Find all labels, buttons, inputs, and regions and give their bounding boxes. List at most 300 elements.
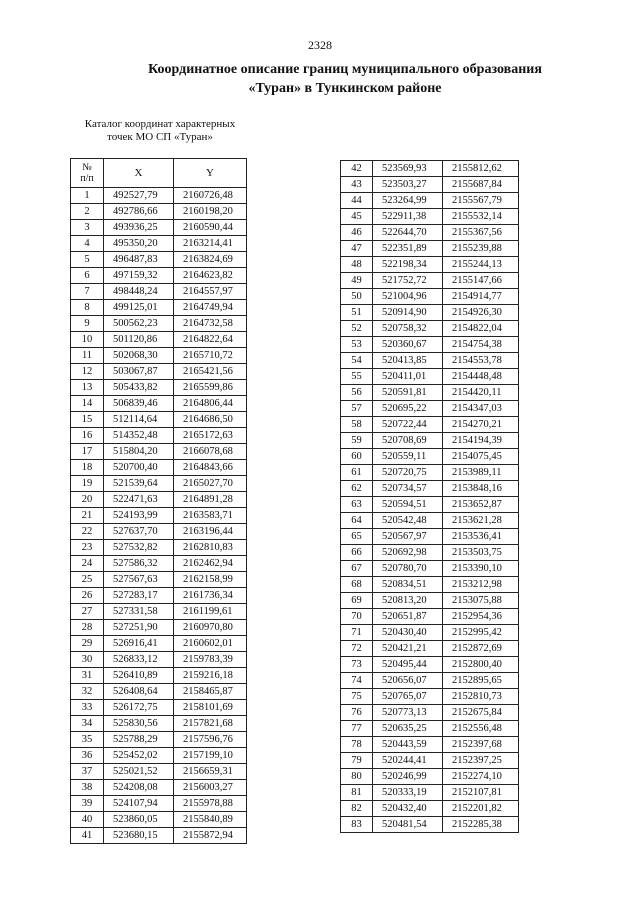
point-number-cell: 74	[341, 673, 373, 689]
table-row	[341, 689, 519, 705]
table-row	[71, 332, 247, 348]
x-coordinate-cell: 505433,82	[104, 380, 174, 396]
y-coordinate-cell: 2161199,61	[174, 604, 247, 620]
point-number-cell: 76	[341, 705, 373, 721]
y-coordinate-cell: 2165421,56	[174, 364, 247, 380]
table-row	[71, 812, 247, 828]
y-coordinate-cell: 2152954,36	[443, 609, 519, 625]
y-coordinate-cell: 2153621,28	[443, 513, 519, 529]
y-coordinate-cell: 2153536,41	[443, 529, 519, 545]
y-coordinate-cell: 2159216,18	[174, 668, 247, 684]
y-coordinate-cell: 2152274,10	[443, 769, 519, 785]
point-number-cell: 52	[341, 321, 373, 337]
table-row	[341, 673, 519, 689]
x-coordinate-cell: 520720,75	[373, 465, 443, 481]
table-row	[341, 545, 519, 561]
table-row	[71, 492, 247, 508]
table-row	[71, 540, 247, 556]
x-coordinate-cell: 520411,01	[373, 369, 443, 385]
table-row	[341, 817, 519, 833]
point-number-cell: 61	[341, 465, 373, 481]
y-coordinate-cell: 2154347,03	[443, 401, 519, 417]
y-coordinate-cell: 2153848,16	[443, 481, 519, 497]
x-coordinate-cell: 521752,72	[373, 273, 443, 289]
y-coordinate-cell: 2153212,98	[443, 577, 519, 593]
y-coordinate-cell: 2154075,45	[443, 449, 519, 465]
table-row	[341, 161, 519, 177]
point-number-cell: 45	[341, 209, 373, 225]
y-coordinate-cell: 2162810,83	[174, 540, 247, 556]
point-number-cell: 73	[341, 657, 373, 673]
table-row	[71, 764, 247, 780]
y-coordinate-cell: 2153652,87	[443, 497, 519, 513]
y-coordinate-cell: 2155687,84	[443, 177, 519, 193]
title-line-1: Координатное описание границ муниципального образования	[148, 62, 542, 77]
x-coordinate-cell: 496487,83	[104, 252, 174, 268]
table-row	[341, 705, 519, 721]
y-coordinate-cell: 2155532,14	[443, 209, 519, 225]
x-coordinate-cell: 520495,44	[373, 657, 443, 673]
x-coordinate-cell: 520708,69	[373, 433, 443, 449]
point-number-cell: 35	[71, 732, 104, 748]
table-row	[71, 300, 247, 316]
point-number-cell: 64	[341, 513, 373, 529]
table-row	[71, 348, 247, 364]
point-number-cell: 40	[71, 812, 104, 828]
table-row	[341, 785, 519, 801]
table-row	[71, 412, 247, 428]
y-coordinate-cell: 2154270,21	[443, 417, 519, 433]
x-coordinate-cell: 527637,70	[104, 524, 174, 540]
x-coordinate-cell: 514352,48	[104, 428, 174, 444]
y-coordinate-cell: 2164557,97	[174, 284, 247, 300]
y-coordinate-cell: 2164806,44	[174, 396, 247, 412]
x-coordinate-cell: 520773,13	[373, 705, 443, 721]
point-number-cell: 57	[341, 401, 373, 417]
point-number-cell: 37	[71, 764, 104, 780]
table-row	[71, 684, 247, 700]
point-number-cell: 36	[71, 748, 104, 764]
point-number-cell: 25	[71, 572, 104, 588]
x-coordinate-cell: 522644,70	[373, 225, 443, 241]
table-row	[341, 465, 519, 481]
y-coordinate-cell: 2165027,70	[174, 476, 247, 492]
point-number-cell: 10	[71, 332, 104, 348]
point-number-cell: 21	[71, 508, 104, 524]
point-number-cell: 46	[341, 225, 373, 241]
point-number-cell: 8	[71, 300, 104, 316]
point-number-cell: 49	[341, 273, 373, 289]
y-coordinate-cell: 2159783,39	[174, 652, 247, 668]
x-coordinate-cell: 520813,20	[373, 593, 443, 609]
table-row	[341, 449, 519, 465]
point-number-cell: 14	[71, 396, 104, 412]
x-coordinate-cell: 520432,40	[373, 801, 443, 817]
table-row	[71, 732, 247, 748]
x-coordinate-cell: 522198,34	[373, 257, 443, 273]
x-coordinate-cell: 520914,90	[373, 305, 443, 321]
x-coordinate-cell: 520481,54	[373, 817, 443, 833]
y-coordinate-cell: 2152995,42	[443, 625, 519, 641]
point-number-cell: 63	[341, 497, 373, 513]
table-row	[341, 721, 519, 737]
y-coordinate-cell: 2166078,68	[174, 444, 247, 460]
y-coordinate-cell: 2158465,87	[174, 684, 247, 700]
y-coordinate-cell: 2160970,80	[174, 620, 247, 636]
y-coordinate-cell: 2154553,78	[443, 353, 519, 369]
table-header-row	[71, 159, 247, 188]
point-number-cell: 31	[71, 668, 104, 684]
y-coordinate-cell: 2153075,88	[443, 593, 519, 609]
y-coordinate-cell: 2155367,56	[443, 225, 519, 241]
x-coordinate-cell: 522471,63	[104, 492, 174, 508]
table-row	[71, 476, 247, 492]
point-number-cell: 62	[341, 481, 373, 497]
y-coordinate-cell: 2158101,69	[174, 700, 247, 716]
point-number-cell: 66	[341, 545, 373, 561]
y-coordinate-cell: 2163583,71	[174, 508, 247, 524]
point-number-cell: 20	[71, 492, 104, 508]
point-number-cell: 16	[71, 428, 104, 444]
header-number-label: п/п	[80, 173, 94, 184]
point-number-cell: 60	[341, 449, 373, 465]
y-coordinate-cell: 2152285,38	[443, 817, 519, 833]
table-row	[341, 561, 519, 577]
y-coordinate-cell: 2162158,99	[174, 572, 247, 588]
y-coordinate-cell: 2152895,65	[443, 673, 519, 689]
y-coordinate-cell: 2155147,66	[443, 273, 519, 289]
x-coordinate-cell: 492786,66	[104, 204, 174, 220]
point-number-cell: 15	[71, 412, 104, 428]
y-coordinate-cell: 2154914,77	[443, 289, 519, 305]
x-coordinate-cell: 495350,20	[104, 236, 174, 252]
table-row	[71, 620, 247, 636]
y-coordinate-cell: 2155840,89	[174, 812, 247, 828]
coordinates-table-left	[70, 158, 247, 844]
caption-line-2: точек МО СП «Туран»	[107, 131, 213, 143]
table-row	[341, 289, 519, 305]
x-coordinate-cell: 526410,89	[104, 668, 174, 684]
x-coordinate-cell: 512114,64	[104, 412, 174, 428]
y-coordinate-cell: 2160726,48	[174, 188, 247, 204]
x-coordinate-cell: 499125,01	[104, 300, 174, 316]
table-row	[341, 225, 519, 241]
x-coordinate-cell: 523680,15	[104, 828, 174, 844]
point-number-cell: 54	[341, 353, 373, 369]
x-coordinate-cell: 520542,48	[373, 513, 443, 529]
point-number-cell: 43	[341, 177, 373, 193]
x-coordinate-cell: 525452,02	[104, 748, 174, 764]
table-row	[341, 641, 519, 657]
table-row	[71, 588, 247, 604]
y-coordinate-cell: 2153503,75	[443, 545, 519, 561]
table-row	[71, 364, 247, 380]
x-coordinate-cell: 498448,24	[104, 284, 174, 300]
table-row	[71, 252, 247, 268]
table-row	[71, 572, 247, 588]
point-number-cell: 82	[341, 801, 373, 817]
x-coordinate-cell: 524107,94	[104, 796, 174, 812]
y-coordinate-cell: 2157596,76	[174, 732, 247, 748]
y-coordinate-cell: 2155978,88	[174, 796, 247, 812]
x-coordinate-cell: 520333,19	[373, 785, 443, 801]
x-coordinate-cell: 526833,12	[104, 652, 174, 668]
x-coordinate-cell: 523503,27	[373, 177, 443, 193]
point-number-cell: 29	[71, 636, 104, 652]
x-coordinate-cell: 527331,58	[104, 604, 174, 620]
table-row	[341, 609, 519, 625]
y-coordinate-cell: 2153989,11	[443, 465, 519, 481]
y-coordinate-cell: 2155239,88	[443, 241, 519, 257]
x-coordinate-cell: 520421,21	[373, 641, 443, 657]
caption-line-1: Каталог координат характерных	[84, 118, 236, 130]
coordinates-table-right	[340, 160, 519, 833]
table-row	[71, 188, 247, 204]
table-row	[71, 428, 247, 444]
y-coordinate-cell: 2154926,30	[443, 305, 519, 321]
y-coordinate-cell: 2155244,13	[443, 257, 519, 273]
point-number-cell: 42	[341, 161, 373, 177]
point-number-cell: 12	[71, 364, 104, 380]
table-row	[71, 380, 247, 396]
table-row	[71, 284, 247, 300]
table-row	[341, 369, 519, 385]
point-number-cell: 13	[71, 380, 104, 396]
y-coordinate-cell: 2160198,20	[174, 204, 247, 220]
header-number	[71, 159, 104, 188]
x-coordinate-cell: 520765,07	[373, 689, 443, 705]
x-coordinate-cell: 521004,96	[373, 289, 443, 305]
table-row	[71, 236, 247, 252]
table-row	[71, 748, 247, 764]
table-row	[341, 401, 519, 417]
table-row	[341, 241, 519, 257]
table-row	[341, 657, 519, 673]
x-coordinate-cell: 527567,63	[104, 572, 174, 588]
point-number-cell: 38	[71, 780, 104, 796]
y-coordinate-cell: 2161736,34	[174, 588, 247, 604]
x-coordinate-cell: 523264,99	[373, 193, 443, 209]
table-row	[341, 417, 519, 433]
point-number-cell: 32	[71, 684, 104, 700]
y-coordinate-cell: 2152107,81	[443, 785, 519, 801]
table-row	[71, 796, 247, 812]
table-row	[341, 273, 519, 289]
point-number-cell: 7	[71, 284, 104, 300]
x-coordinate-cell: 506839,46	[104, 396, 174, 412]
table-row	[341, 193, 519, 209]
x-coordinate-cell: 497159,32	[104, 268, 174, 284]
point-number-cell: 68	[341, 577, 373, 593]
y-coordinate-cell: 2164732,58	[174, 316, 247, 332]
point-number-cell: 39	[71, 796, 104, 812]
y-coordinate-cell: 2157199,10	[174, 748, 247, 764]
x-coordinate-cell: 520780,70	[373, 561, 443, 577]
point-number-cell: 19	[71, 476, 104, 492]
table-row	[71, 636, 247, 652]
table-body-right	[341, 161, 519, 833]
point-number-cell: 78	[341, 737, 373, 753]
point-number-cell: 5	[71, 252, 104, 268]
table-row	[341, 529, 519, 545]
x-coordinate-cell: 523569,93	[373, 161, 443, 177]
header-x: X	[104, 159, 174, 188]
y-coordinate-cell: 2164686,50	[174, 412, 247, 428]
point-number-cell: 69	[341, 593, 373, 609]
y-coordinate-cell: 2152201,82	[443, 801, 519, 817]
point-number-cell: 34	[71, 716, 104, 732]
y-coordinate-cell: 2152872,69	[443, 641, 519, 657]
point-number-cell: 11	[71, 348, 104, 364]
point-number-cell: 17	[71, 444, 104, 460]
x-coordinate-cell: 520591,81	[373, 385, 443, 401]
y-coordinate-cell: 2165172,63	[174, 428, 247, 444]
table-row	[341, 321, 519, 337]
x-coordinate-cell: 520443,59	[373, 737, 443, 753]
x-coordinate-cell: 521539,64	[104, 476, 174, 492]
table-row	[71, 716, 247, 732]
point-number-cell: 33	[71, 700, 104, 716]
table-row	[71, 204, 247, 220]
x-coordinate-cell: 522351,89	[373, 241, 443, 257]
x-coordinate-cell: 525830,56	[104, 716, 174, 732]
x-coordinate-cell: 520700,40	[104, 460, 174, 476]
table-row	[71, 268, 247, 284]
x-coordinate-cell: 527586,32	[104, 556, 174, 572]
x-coordinate-cell: 520758,32	[373, 321, 443, 337]
table-row	[71, 604, 247, 620]
point-number-cell: 50	[341, 289, 373, 305]
y-coordinate-cell: 2152810,73	[443, 689, 519, 705]
y-coordinate-cell: 2160602,01	[174, 636, 247, 652]
y-coordinate-cell: 2164623,82	[174, 268, 247, 284]
table-row	[341, 177, 519, 193]
y-coordinate-cell: 2164822,64	[174, 332, 247, 348]
header-number-symbol: №	[82, 162, 92, 173]
y-coordinate-cell: 2164891,28	[174, 492, 247, 508]
y-coordinate-cell: 2152800,40	[443, 657, 519, 673]
y-coordinate-cell: 2154754,38	[443, 337, 519, 353]
point-number-cell: 41	[71, 828, 104, 844]
page-number: 2328	[308, 38, 332, 52]
table-row	[341, 209, 519, 225]
x-coordinate-cell: 520244,41	[373, 753, 443, 769]
x-coordinate-cell: 500562,23	[104, 316, 174, 332]
x-coordinate-cell: 520834,51	[373, 577, 443, 593]
table-row	[71, 652, 247, 668]
table-row	[341, 337, 519, 353]
x-coordinate-cell: 520695,22	[373, 401, 443, 417]
point-number-cell: 6	[71, 268, 104, 284]
table-row	[341, 801, 519, 817]
x-coordinate-cell: 524193,99	[104, 508, 174, 524]
table-row	[71, 508, 247, 524]
table-row	[341, 385, 519, 401]
x-coordinate-cell: 520430,40	[373, 625, 443, 641]
table-row	[341, 753, 519, 769]
point-number-cell: 51	[341, 305, 373, 321]
table-row	[71, 700, 247, 716]
point-number-cell: 71	[341, 625, 373, 641]
y-coordinate-cell: 2156003,27	[174, 780, 247, 796]
table-row	[341, 257, 519, 273]
point-number-cell: 77	[341, 721, 373, 737]
table-row	[341, 353, 519, 369]
point-number-cell: 1	[71, 188, 104, 204]
x-coordinate-cell: 527251,90	[104, 620, 174, 636]
point-number-cell: 79	[341, 753, 373, 769]
x-coordinate-cell: 520651,87	[373, 609, 443, 625]
x-coordinate-cell: 526916,41	[104, 636, 174, 652]
y-coordinate-cell: 2165599,86	[174, 380, 247, 396]
point-number-cell: 83	[341, 817, 373, 833]
table-body-left	[71, 188, 247, 844]
y-coordinate-cell: 2153390,10	[443, 561, 519, 577]
table-row	[341, 769, 519, 785]
y-coordinate-cell: 2154822,04	[443, 321, 519, 337]
point-number-cell: 18	[71, 460, 104, 476]
table-row	[71, 444, 247, 460]
table-row	[71, 556, 247, 572]
y-coordinate-cell: 2155812,62	[443, 161, 519, 177]
document-title	[80, 60, 610, 98]
y-coordinate-cell: 2164749,94	[174, 300, 247, 316]
x-coordinate-cell: 492527,79	[104, 188, 174, 204]
x-coordinate-cell: 525021,52	[104, 764, 174, 780]
table-row	[341, 513, 519, 529]
x-coordinate-cell: 520734,57	[373, 481, 443, 497]
point-number-cell: 67	[341, 561, 373, 577]
point-number-cell: 70	[341, 609, 373, 625]
x-coordinate-cell: 520360,67	[373, 337, 443, 353]
table-row	[71, 396, 247, 412]
point-number-cell: 75	[341, 689, 373, 705]
point-number-cell: 28	[71, 620, 104, 636]
x-coordinate-cell: 527283,17	[104, 588, 174, 604]
y-coordinate-cell: 2157821,68	[174, 716, 247, 732]
point-number-cell: 47	[341, 241, 373, 257]
x-coordinate-cell: 501120,86	[104, 332, 174, 348]
x-coordinate-cell: 525788,29	[104, 732, 174, 748]
x-coordinate-cell: 522911,38	[373, 209, 443, 225]
x-coordinate-cell: 503067,87	[104, 364, 174, 380]
table-row	[341, 593, 519, 609]
point-number-cell: 30	[71, 652, 104, 668]
y-coordinate-cell: 2155872,94	[174, 828, 247, 844]
x-coordinate-cell: 526408,64	[104, 684, 174, 700]
point-number-cell: 4	[71, 236, 104, 252]
x-coordinate-cell: 502068,30	[104, 348, 174, 364]
point-number-cell: 26	[71, 588, 104, 604]
point-number-cell: 9	[71, 316, 104, 332]
x-coordinate-cell: 520722,44	[373, 417, 443, 433]
x-coordinate-cell: 526172,75	[104, 700, 174, 716]
table-row	[71, 460, 247, 476]
point-number-cell: 65	[341, 529, 373, 545]
x-coordinate-cell: 520635,25	[373, 721, 443, 737]
x-coordinate-cell: 520594,51	[373, 497, 443, 513]
table-row	[71, 668, 247, 684]
x-coordinate-cell: 493936,25	[104, 220, 174, 236]
x-coordinate-cell: 520692,98	[373, 545, 443, 561]
x-coordinate-cell: 520246,99	[373, 769, 443, 785]
point-number-cell: 44	[341, 193, 373, 209]
table-row	[71, 316, 247, 332]
y-coordinate-cell: 2155567,79	[443, 193, 519, 209]
y-coordinate-cell: 2156659,31	[174, 764, 247, 780]
y-coordinate-cell: 2163824,69	[174, 252, 247, 268]
y-coordinate-cell: 2152556,48	[443, 721, 519, 737]
